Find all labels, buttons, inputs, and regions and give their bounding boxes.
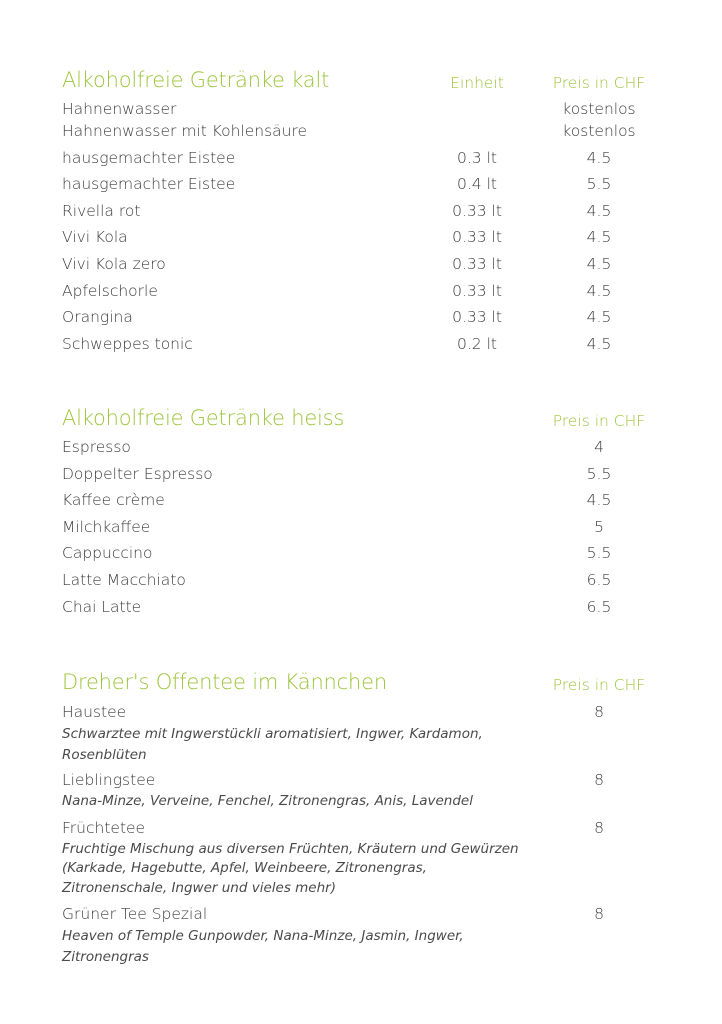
item-unit: 0.33 lt [452,308,502,327]
unit-column-header: Einheit [450,74,504,92]
item-price: 5 [594,517,604,536]
menu-row [62,122,662,149]
menu-row [62,228,662,255]
price-column-header: Preis in CHF [552,676,646,694]
item-price: 4.5 [586,148,612,167]
item-name: Milchkaffee [62,517,151,536]
tea-line [62,703,662,724]
price-column-header: Preis in CHF [552,74,646,92]
item-name: Espresso [62,438,131,456]
section-header [62,406,662,438]
item-description: Fruchtige Mischung aus diversen Früchten, Kräutern und Gewürzen (Karkade, Hagebutte, Apfel, Weinbeere, Zitronengras, Zitronenschale, Ingwer und vieles mehr) [62,840,519,896]
item-name: Chai Latte [62,597,142,616]
item-name: Grüner Tee Spezial [62,905,208,923]
tea-line [62,819,662,840]
item-price: 5.5 [586,544,612,563]
item-unit: 0.4 lt [457,175,497,194]
item-price: 8 [594,818,604,837]
item-name: Hahnenwasser [62,100,177,118]
tea-line [62,905,662,926]
menu-row [62,598,662,625]
item-description: Heaven of Temple Gunpowder, Nana-Minze, Jasmin, Ingwer, Zitronengras [62,928,464,965]
tea-line [62,771,662,792]
section-header [62,670,662,702]
menu-row [62,335,662,362]
item-price: 8 [594,703,604,721]
item-name: Früchtetee [62,818,146,837]
tea-item [62,771,662,812]
menu-row [62,518,662,545]
item-price: 4.5 [586,308,612,327]
item-name: hausgemachter Eistee [62,175,236,194]
item-name: Rivella rot [62,201,141,220]
item-price: 6.5 [586,597,612,616]
item-unit: 0.33 lt [452,281,502,300]
item-name: Schweppes tonic [62,334,193,353]
section-title: Alkoholfreie Getränke kalt [62,68,330,92]
menu-row [62,100,662,122]
item-description: Nana-Minze, Verveine, Fenchel, Zitronengras, Anis, Lavendel [62,793,473,809]
item-price: 4.5 [586,201,612,220]
item-name: Orangina [62,308,133,327]
tea-item [62,703,662,766]
item-unit: 0.33 lt [452,254,502,273]
item-price: 4.5 [586,254,612,273]
item-price: 8 [594,905,604,923]
tea-item [62,819,662,899]
item-price: 4.5 [586,491,612,510]
item-name: hausgemachter Eistee [62,148,236,167]
item-price: kostenlos [562,122,636,140]
menu-row [62,149,662,176]
menu-row [62,255,662,282]
item-name: Vivi Kola zero [62,254,166,273]
item-name: Haustee [62,703,127,721]
section-title: Dreher's Offentee im Kännchen [62,670,387,694]
menu-row [62,571,662,598]
item-name: Doppelter Espresso [62,464,213,483]
section-tea [62,670,662,968]
item-price: 4.5 [586,281,612,300]
item-unit: 0.3 lt [457,148,497,167]
item-unit: 0.33 lt [452,228,502,247]
menu-row [62,308,662,335]
item-unit: 0.2 lt [457,334,497,353]
item-name: Lieblingstee [62,771,156,789]
menu-row [62,438,662,465]
item-price: 4.5 [586,334,612,353]
menu-row [62,175,662,202]
section-cold-drinks [62,68,662,361]
item-price: kostenlos [562,100,636,118]
item-price: 5.5 [586,464,612,483]
item-price: 8 [594,771,604,789]
item-name: Kaffee crème [62,491,165,510]
price-column-header: Preis in CHF [552,412,646,430]
menu-row [62,491,662,518]
section-title: Alkoholfreie Getränke heiss [62,406,345,430]
item-description: Schwarztee mit Ingwerstückli aromatisiert, Ingwer, Kardamon, Rosenblüten [62,726,483,763]
menu-row [62,282,662,309]
item-name: Cappuccino [62,544,153,563]
item-price: 5.5 [586,175,612,194]
item-unit: 0.33 lt [452,201,502,220]
menu-row [62,465,662,492]
item-name: Hahnenwasser mit Kohlensäure [62,122,308,140]
menu-row [62,544,662,571]
menu-row [62,202,662,229]
tea-item [62,905,662,968]
section-header [62,68,662,100]
item-name: Apfelschorle [62,281,158,300]
item-price: 4.5 [586,228,612,247]
section-hot-drinks [62,406,662,624]
item-name: Vivi Kola [62,228,128,247]
item-price: 4 [594,438,604,456]
item-price: 6.5 [586,570,612,589]
item-name: Latte Macchiato [62,570,186,589]
